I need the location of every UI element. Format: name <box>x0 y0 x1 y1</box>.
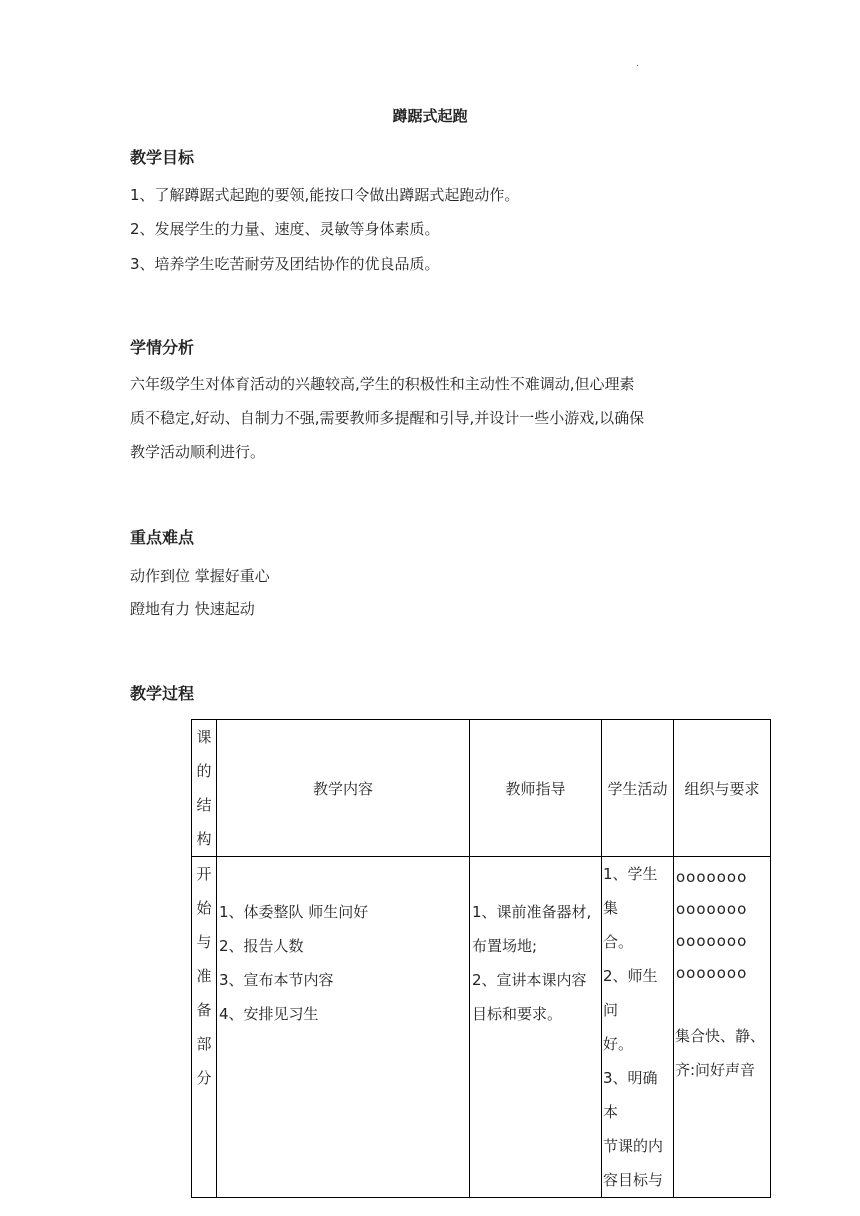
goal-item: 3、培养学生吃苦耐劳及团结协作的优良品质。 <box>130 255 440 273</box>
keypoints-heading: 重点难点 <box>130 528 195 547</box>
header-structure: 课 的 结 构 <box>192 720 217 857</box>
goal-item: 1、了解蹲踞式起跑的要领,能按口令做出蹲踞式起跑动作。 <box>130 186 520 204</box>
process-table <box>191 719 771 1198</box>
formation-row: ooooooo <box>676 900 748 918</box>
table-header-row <box>192 720 771 857</box>
page-marker: . <box>636 58 640 69</box>
formation-row: ooooooo <box>676 868 748 886</box>
keypoint-line: 动作到位 掌握好重心 <box>130 567 270 585</box>
process-heading: 教学过程 <box>130 684 195 703</box>
row-content: 1、体委整队 师生问好 2、报告人数 3、宣布本节内容 4、安排见习生 <box>217 857 470 1198</box>
header-content: 教学内容 <box>217 720 470 857</box>
org-text: 齐:问好声音 <box>675 1061 756 1079</box>
row-structure: 开 始 与 准 备 部 分 <box>192 857 217 1198</box>
formation-row: ooooooo <box>676 964 748 982</box>
analysis-line: 六年级学生对体育活动的兴趣较高,学生的积极性和主动性不难调动,但心理素 <box>130 375 635 393</box>
header-teacher: 教师指导 <box>470 720 602 857</box>
keypoint-line: 蹬地有力 快速起动 <box>130 600 255 618</box>
header-student: 学生活动 <box>602 720 674 857</box>
row-teacher: 1、课前准备器材, 布置场地; 2、宣讲本课内容 目标和要求。 <box>470 857 602 1198</box>
table-row <box>192 857 771 1198</box>
analysis-line: 教学活动顺利进行。 <box>130 443 266 461</box>
row-org <box>674 857 771 1198</box>
document-title: 蹲踞式起跑 <box>392 107 468 125</box>
row-student: 1、学生集 合。 2、师生问 好。 3、明确本 节课的内 容目标与 <box>602 857 674 1198</box>
formation-row: ooooooo <box>676 932 748 950</box>
goals-heading: 教学目标 <box>130 148 195 167</box>
goal-item: 2、发展学生的力量、速度、灵敏等身体素质。 <box>130 220 440 238</box>
org-text: 集合快、静、 <box>675 1027 766 1045</box>
analysis-line: 质不稳定,好动、自制力不强,需要教师多提醒和引导,并设计一些小游戏,以确保 <box>130 409 645 427</box>
header-org: 组织与要求 <box>674 720 771 857</box>
analysis-heading: 学情分析 <box>130 338 195 357</box>
